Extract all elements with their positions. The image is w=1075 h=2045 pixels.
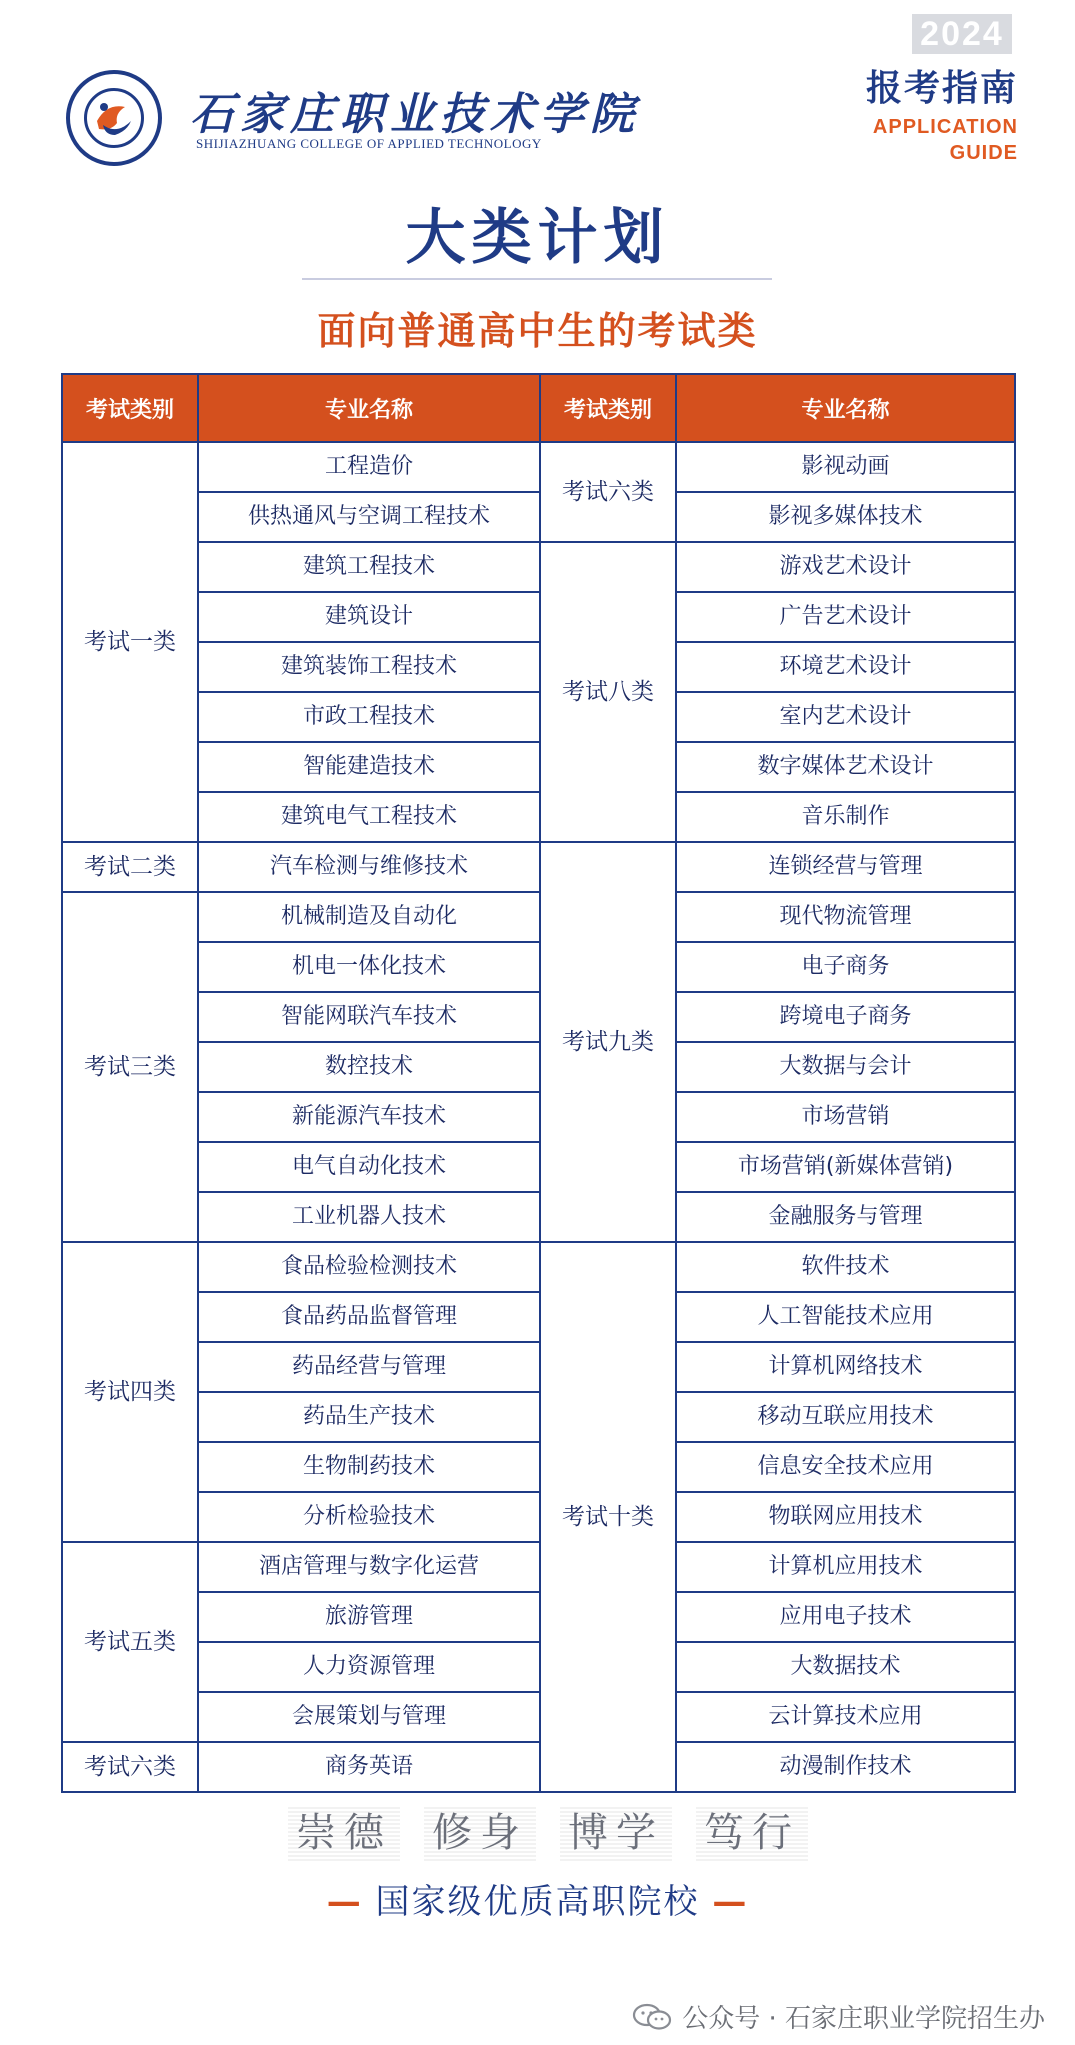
major-cell: 机电一体化技术 <box>198 942 540 992</box>
table-row <box>62 942 1015 992</box>
table-row <box>62 542 1015 592</box>
major-cell: 现代物流管理 <box>676 892 1015 942</box>
major-cell: 电子商务 <box>676 942 1015 992</box>
slogan <box>0 1874 1075 1923</box>
school-name-en: SHIJIAZHUANG COLLEGE OF APPLIED TECHNOLOGY <box>196 136 542 151</box>
major-cell: 移动互联应用技术 <box>676 1392 1015 1442</box>
category-cell: 考试十类 <box>540 1242 676 1792</box>
major-cell: 工业机器人技术 <box>198 1192 540 1242</box>
slogan-text: 国家级优质高职院校 <box>375 1882 700 1922</box>
category-cell: 考试二类 <box>62 842 198 892</box>
table-header-row <box>62 374 1015 442</box>
major-cell: 人力资源管理 <box>198 1642 540 1692</box>
college-emblem-icon <box>66 70 162 166</box>
major-cell: 新能源汽车技术 <box>198 1092 540 1142</box>
major-cell: 食品检验检测技术 <box>198 1242 540 1292</box>
footer <box>632 1998 1045 2035</box>
major-cell: 智能网联汽车技术 <box>198 992 540 1042</box>
category-cell: 考试六类 <box>540 442 676 542</box>
major-cell: 市政工程技术 <box>198 692 540 742</box>
major-cell: 大数据技术 <box>676 1642 1015 1692</box>
table-row <box>62 642 1015 692</box>
category-cell: 考试三类 <box>62 892 198 1242</box>
major-cell: 建筑装饰工程技术 <box>198 642 540 692</box>
major-cell: 音乐制作 <box>676 792 1015 842</box>
slogan-dash: — <box>712 1882 749 1922</box>
motto <box>288 1805 808 1863</box>
major-cell: 游戏艺术设计 <box>676 542 1015 592</box>
major-cell: 数字媒体艺术设计 <box>676 742 1015 792</box>
major-cell: 影视动画 <box>676 442 1015 492</box>
major-cell: 数控技术 <box>198 1042 540 1092</box>
header-cell: 专业名称 <box>198 374 540 442</box>
major-cell: 汽车检测与维修技术 <box>198 842 540 892</box>
guide-title-en-line2: GUIDE <box>949 142 1018 164</box>
major-cell: 计算机网络技术 <box>676 1342 1015 1392</box>
major-cell: 市场营销 <box>676 1092 1015 1142</box>
table-row <box>62 692 1015 742</box>
motto-word: 笃行 <box>696 1805 808 1861</box>
major-cell: 建筑工程技术 <box>198 542 540 592</box>
motto-word: 修身 <box>424 1805 536 1861</box>
category-cell: 考试九类 <box>540 842 676 1242</box>
major-cell: 软件技术 <box>676 1242 1015 1292</box>
major-cell: 电气自动化技术 <box>198 1142 540 1192</box>
major-cell: 云计算技术应用 <box>676 1692 1015 1742</box>
table-row <box>62 1292 1015 1342</box>
major-cell: 人工智能技术应用 <box>676 1292 1015 1342</box>
major-cell: 建筑设计 <box>198 592 540 642</box>
guide-title-cn: 报考指南 <box>865 68 1018 109</box>
table-row <box>62 1542 1015 1592</box>
major-cell: 药品生产技术 <box>198 1392 540 1442</box>
major-cell: 金融服务与管理 <box>676 1192 1015 1242</box>
major-cell: 生物制药技术 <box>198 1442 540 1492</box>
table-body <box>62 442 1015 1792</box>
header-cell: 专业名称 <box>676 374 1015 442</box>
major-cell: 计算机应用技术 <box>676 1542 1015 1592</box>
category-cell: 考试六类 <box>62 1742 198 1792</box>
major-cell: 影视多媒体技术 <box>676 492 1015 542</box>
table-row <box>62 1142 1015 1192</box>
category-cell: 考试四类 <box>62 1242 198 1542</box>
major-cell: 旅游管理 <box>198 1592 540 1642</box>
major-cell: 酒店管理与数字化运营 <box>198 1542 540 1592</box>
table-row <box>62 842 1015 892</box>
table-row <box>62 892 1015 942</box>
major-cell: 环境艺术设计 <box>676 642 1015 692</box>
table-row <box>62 1342 1015 1392</box>
major-cell: 商务英语 <box>198 1742 540 1792</box>
table-row <box>62 592 1015 642</box>
category-cell: 考试八类 <box>540 542 676 842</box>
year-badge: 2024 <box>912 14 1012 54</box>
major-cell: 工程造价 <box>198 442 540 492</box>
page-title: 大类计划 <box>405 203 670 273</box>
major-cell: 市场营销(新媒体营销) <box>676 1142 1015 1192</box>
major-cell: 应用电子技术 <box>676 1592 1015 1642</box>
major-cell: 食品药品监督管理 <box>198 1292 540 1342</box>
header-cell: 考试类别 <box>62 374 198 442</box>
plan-table <box>61 373 1016 1793</box>
title-divider <box>302 278 772 280</box>
motto-word: 崇德 <box>288 1805 400 1861</box>
major-cell: 智能建造技术 <box>198 742 540 792</box>
major-cell: 会展策划与管理 <box>198 1692 540 1742</box>
table-row <box>62 492 1015 542</box>
major-cell: 动漫制作技术 <box>676 1742 1015 1792</box>
table-row <box>62 1092 1015 1142</box>
major-cell: 药品经营与管理 <box>198 1342 540 1392</box>
table-row <box>62 1442 1015 1492</box>
footer-text: 公众号 · 石家庄职业学院招生办 <box>682 2004 1045 2034</box>
major-cell: 室内艺术设计 <box>676 692 1015 742</box>
header <box>0 0 1075 185</box>
header-cell: 考试类别 <box>540 374 676 442</box>
category-cell: 考试一类 <box>62 442 198 842</box>
table-row <box>62 1642 1015 1692</box>
table-row <box>62 1492 1015 1542</box>
major-cell: 信息安全技术应用 <box>676 1442 1015 1492</box>
guide-title-en-line1: APPLICATION <box>872 116 1018 138</box>
table-row <box>62 1592 1015 1642</box>
major-cell: 大数据与会计 <box>676 1042 1015 1092</box>
major-cell: 机械制造及自动化 <box>198 892 540 942</box>
table-row <box>62 1742 1015 1792</box>
table-row <box>62 1242 1015 1292</box>
major-cell: 广告艺术设计 <box>676 592 1015 642</box>
major-cell: 跨境电子商务 <box>676 992 1015 1042</box>
table-row <box>62 1042 1015 1092</box>
table-row <box>62 442 1015 492</box>
table-row <box>62 1192 1015 1242</box>
motto-word: 博学 <box>560 1805 672 1861</box>
table-row <box>62 992 1015 1042</box>
slogan-dash: — <box>326 1882 363 1922</box>
major-cell: 分析检验技术 <box>198 1492 540 1542</box>
page-subtitle: 面向普通高中生的考试类 <box>317 309 758 353</box>
wechat-icon <box>632 2002 672 2032</box>
major-cell: 物联网应用技术 <box>676 1492 1015 1542</box>
table-row <box>62 792 1015 842</box>
table-row <box>62 742 1015 792</box>
major-cell: 建筑电气工程技术 <box>198 792 540 842</box>
table-row <box>62 1692 1015 1742</box>
school-name-cn: 石家庄职业技术学院 <box>190 89 640 140</box>
major-cell: 连锁经营与管理 <box>676 842 1015 892</box>
category-cell: 考试五类 <box>62 1542 198 1742</box>
table-row <box>62 1392 1015 1442</box>
major-cell: 供热通风与空调工程技术 <box>198 492 540 542</box>
